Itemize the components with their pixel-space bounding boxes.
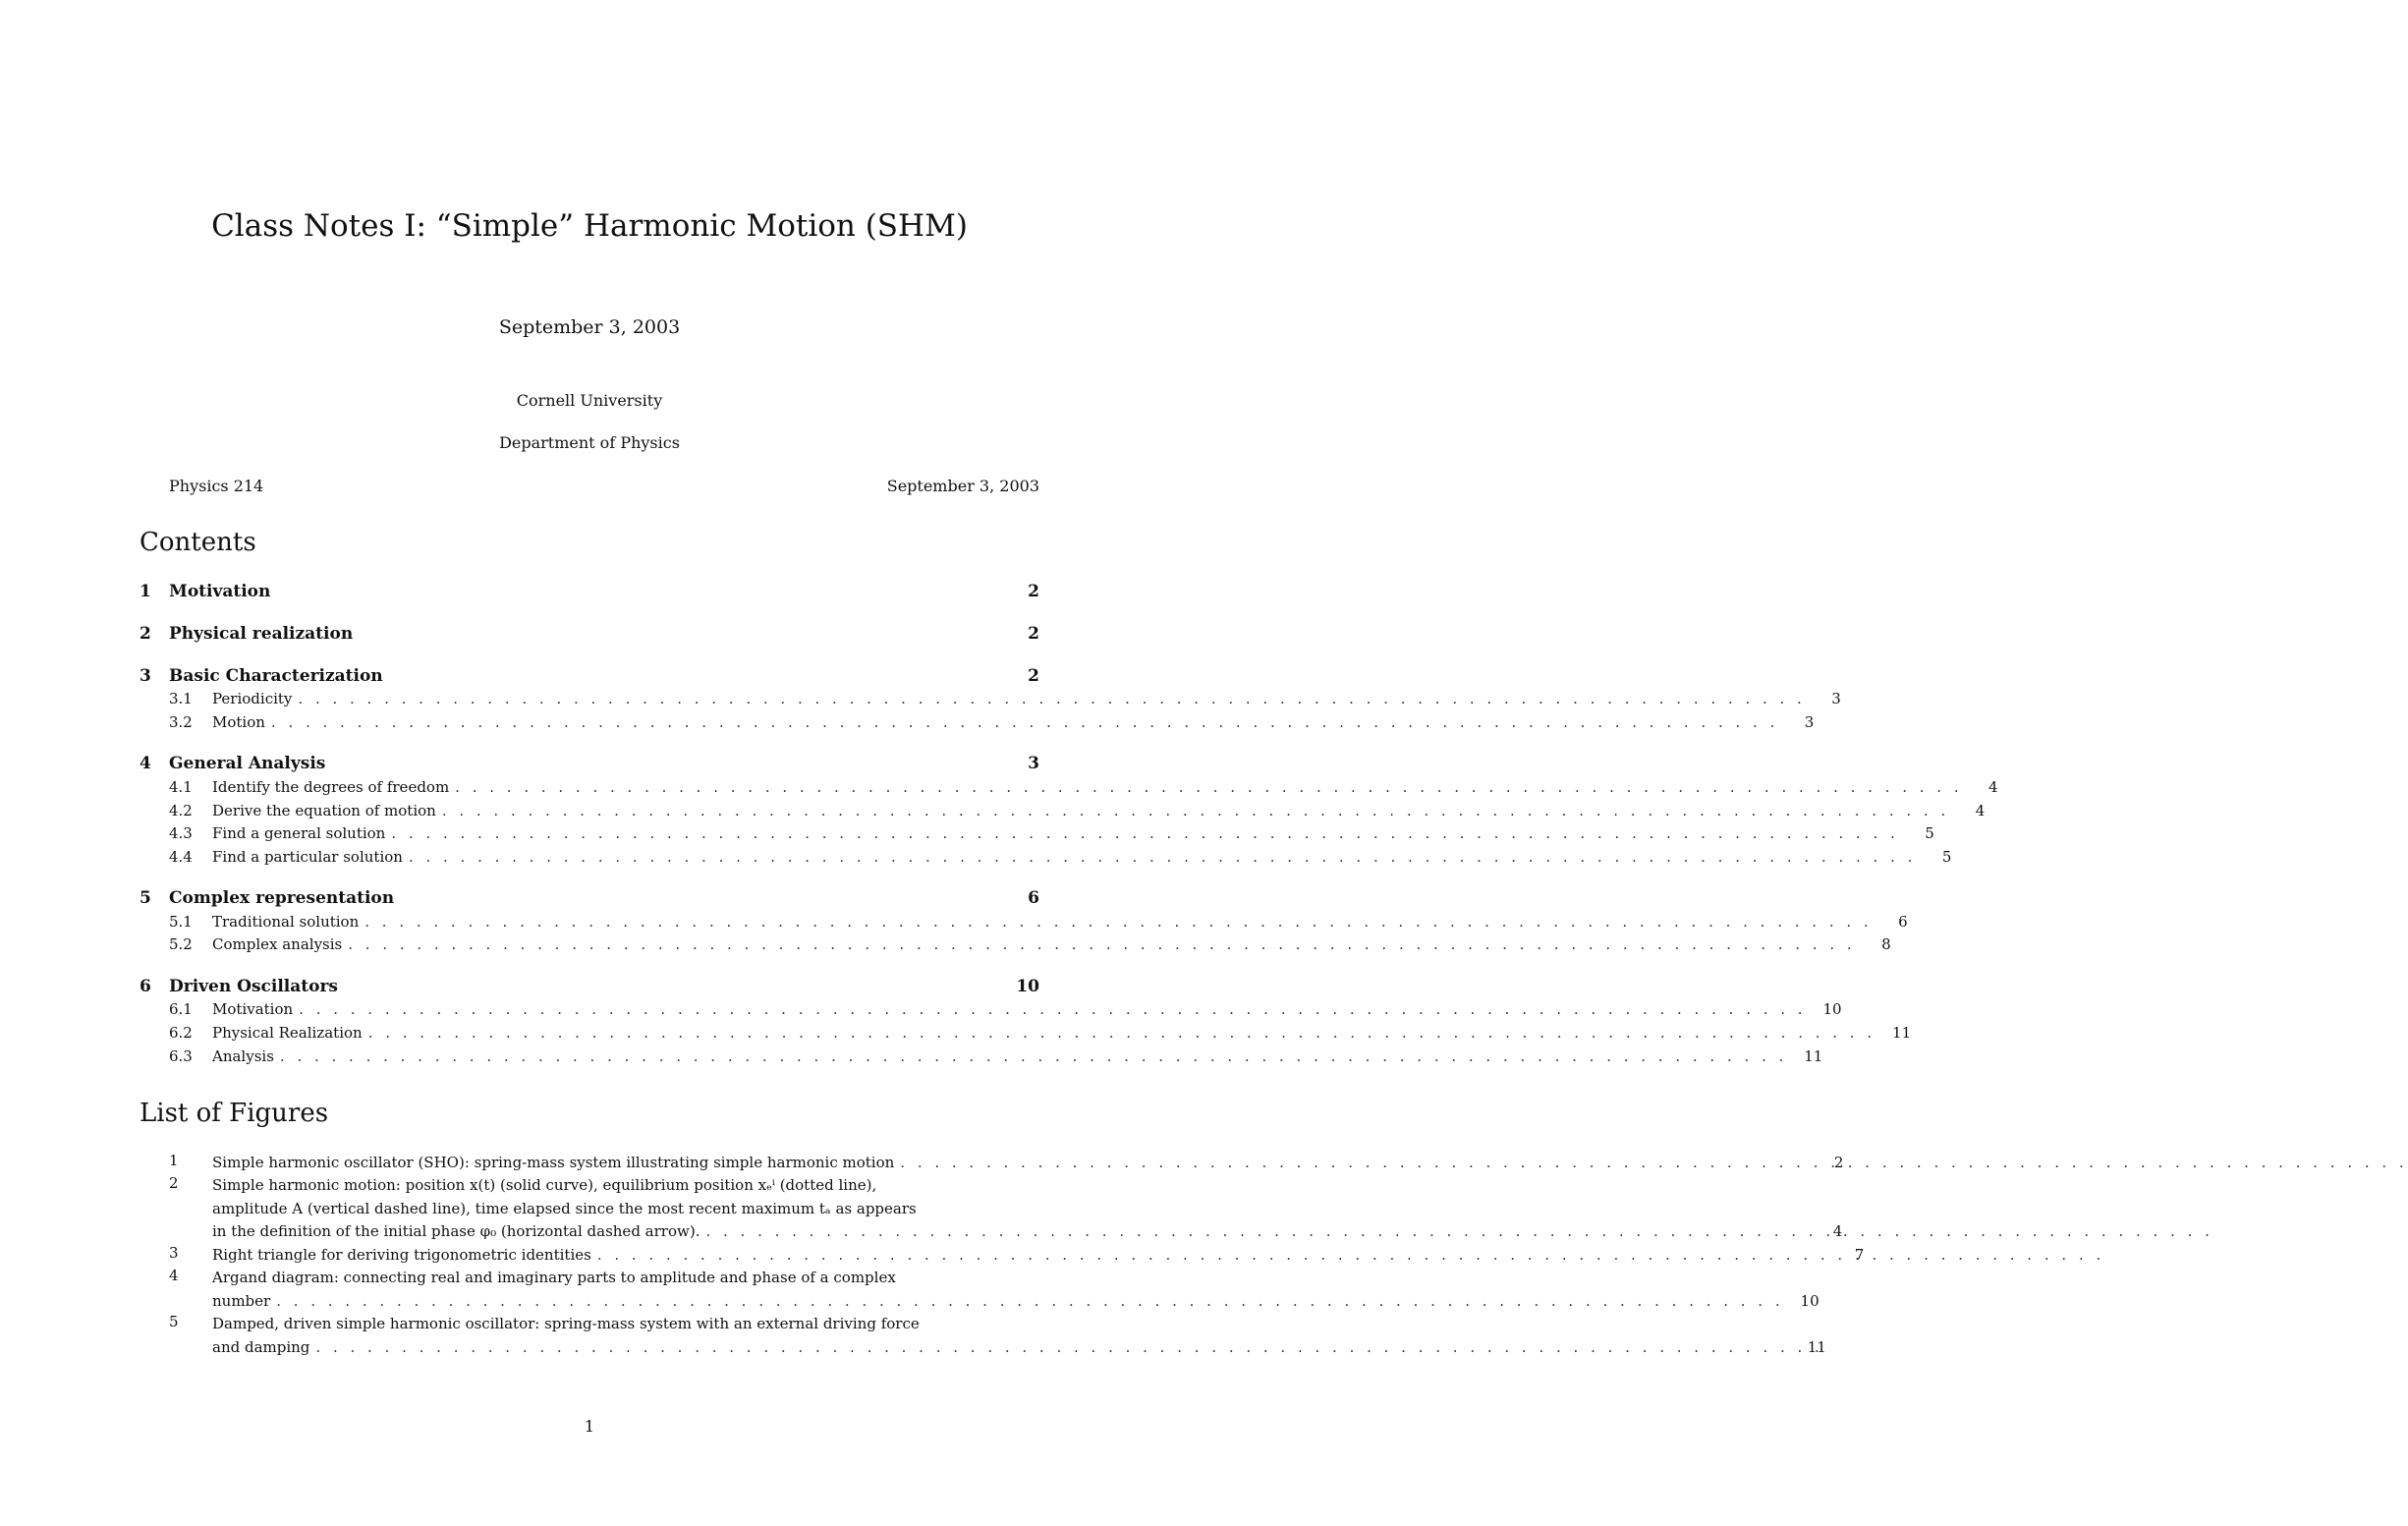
figure-entry[interactable] [169, 1174, 1843, 1244]
toc-section[interactable] [140, 977, 1039, 998]
toc-section[interactable] [140, 666, 1039, 688]
toc-subsection[interactable] [169, 802, 1986, 823]
toc-section[interactable] [140, 624, 1039, 646]
toc-section-title: General Analysis [169, 754, 326, 773]
figure-caption [212, 1152, 1808, 1175]
toc-subsection-title: Motion [212, 713, 265, 731]
toc-subsection[interactable] [169, 713, 1815, 735]
dot-leader [368, 1024, 1876, 1042]
figure-number: 5 [169, 1313, 179, 1330]
caption-line: amplitude A (vertical dashed line), time elapsed since the most recent maximum tₐ as appears [212, 1199, 917, 1217]
toc-section-number: 3 [140, 666, 151, 686]
toc-subsection-page: 3 [1804, 713, 1815, 731]
toc-section-title: Basic Characterization [169, 666, 383, 686]
figure-page: 11 [1807, 1337, 1826, 1356]
toc-subsection-number: 4.4 [169, 848, 193, 866]
toc-section-number: 2 [140, 624, 151, 644]
toc-subsection-number: 3.2 [169, 713, 193, 731]
toc-subsection-page: 5 [1941, 848, 1952, 866]
figure-entry[interactable] [169, 1244, 1865, 1268]
figure-number: 4 [169, 1267, 179, 1284]
figure-page: 2 [1833, 1154, 1844, 1171]
figure-number: 2 [169, 1174, 179, 1192]
caption-line: Right triangle for deriving trigonometric identities [212, 1246, 591, 1264]
toc-section[interactable] [140, 754, 1039, 775]
course-name: Physics 214 [169, 477, 264, 495]
toc-subsection[interactable] [169, 824, 1934, 846]
dot-leader [315, 1336, 1822, 1360]
toc-subsection-page: 3 [1831, 690, 1841, 707]
toc-section-page: 2 [1028, 666, 1039, 686]
dot-leader [705, 1220, 2212, 1244]
toc-subsection-number: 4.3 [169, 824, 193, 842]
course-date: September 3, 2003 [886, 477, 1039, 495]
toc-subsection-title: Derive the equation of motion [212, 802, 436, 820]
dot-leader [298, 690, 1805, 707]
toc-section-title: Complex representation [169, 888, 395, 908]
figure-caption [212, 1313, 1791, 1359]
toc-subsection-title: Identify the degrees of freedom [212, 778, 450, 796]
caption-line: number [212, 1291, 271, 1310]
toc-subsection-number: 4.2 [169, 802, 193, 820]
caption-line: Simple harmonic motion: position x(t) (solid curve), equilibrium position xₑⁱ (dotted line), [212, 1176, 877, 1194]
toc-subsection[interactable] [169, 848, 1952, 870]
dot-leader [455, 778, 1962, 796]
toc-subsection-page: 8 [1881, 935, 1891, 953]
toc-subsection-page: 11 [1892, 1024, 1912, 1042]
toc-subsection-number: 5.2 [169, 935, 193, 953]
caption-line: in the definition of the initial phase φ₀ (horizontal dashed arrow). [212, 1222, 700, 1240]
figure-number: 3 [169, 1244, 179, 1262]
toc-subsection[interactable] [169, 778, 1998, 800]
toc-subsection[interactable] [169, 1047, 1823, 1069]
page-number: 1 [584, 1417, 595, 1436]
figure-page: 7 [1854, 1246, 1865, 1264]
figure-entry[interactable] [169, 1152, 1844, 1175]
toc-subsection-title: Motivation [212, 1000, 294, 1018]
toc-subsection-number: 5.1 [169, 913, 193, 931]
dot-leader [271, 713, 1778, 731]
toc-subsection-page: 11 [1804, 1047, 1823, 1065]
dot-leader [391, 824, 1898, 842]
toc-section-number: 4 [140, 754, 151, 773]
toc-subsection-title: Find a general solution [212, 824, 386, 842]
figure-caption [212, 1174, 1807, 1244]
dot-leader [299, 1000, 1806, 1018]
toc-section-page: 2 [1028, 624, 1039, 644]
caption-line: Damped, driven simple harmonic oscillator: spring-mass system with an external driving force [212, 1315, 920, 1332]
document-date: September 3, 2003 [498, 316, 681, 338]
toc-section-page: 2 [1028, 582, 1039, 601]
dot-leader [280, 1047, 1787, 1065]
toc-section-number: 5 [140, 888, 151, 908]
document-title: Class Notes I: “Simple” Harmonic Motion (SHM) [211, 208, 968, 244]
toc-subsection-title: Periodicity [212, 690, 293, 707]
toc-subsection[interactable] [169, 935, 1891, 957]
toc-section-title: Physical realization [169, 624, 354, 644]
toc-subsection-number: 4.1 [169, 778, 193, 796]
toc-section-page: 6 [1028, 888, 1039, 908]
dot-leader [364, 913, 1872, 931]
caption-line: Simple harmonic oscillator (SHO): spring-mass system illustrating simple harmonic motion [212, 1154, 895, 1171]
dot-leader [442, 802, 1949, 820]
figure-number: 1 [169, 1152, 179, 1169]
institution: Cornell University [516, 391, 663, 410]
toc-subsection[interactable] [169, 913, 1908, 934]
dot-leader [597, 1244, 2104, 1268]
toc-subsection-page: 5 [1925, 824, 1934, 842]
toc-subsection-number: 3.1 [169, 690, 193, 707]
caption-line: Argand diagram: connecting real and imaginary parts to amplitude and phase of a complex [212, 1269, 896, 1286]
toc-subsection-number: 6.1 [169, 1000, 193, 1018]
toc-subsection-title: Physical Realization [212, 1024, 363, 1042]
toc-subsection-title: Find a particular solution [212, 848, 403, 866]
toc-section-number: 1 [140, 582, 151, 601]
figure-page: 4 [1832, 1222, 1843, 1240]
figure-caption [212, 1244, 1828, 1268]
dot-leader [348, 935, 1855, 953]
toc-subsection-page: 4 [1988, 778, 1998, 796]
toc-section[interactable] [140, 888, 1039, 910]
toc-section-number: 6 [140, 977, 151, 996]
toc-section-title: Driven Oscillators [169, 977, 338, 996]
dot-leader [276, 1290, 1783, 1314]
toc-section-page: 10 [1016, 977, 1039, 996]
toc-section-page: 3 [1028, 754, 1039, 773]
figure-entry[interactable] [169, 1313, 1826, 1359]
figure-caption [212, 1267, 1784, 1313]
department: Department of Physics [499, 433, 680, 452]
toc-subsection[interactable] [169, 1000, 1842, 1022]
figures-heading: List of Figures [140, 1099, 329, 1128]
toc-section[interactable] [140, 582, 1039, 603]
toc-subsection-page: 10 [1822, 1000, 1842, 1018]
contents-heading: Contents [140, 528, 256, 557]
toc-subsection-page: 4 [1975, 802, 1986, 820]
figure-page: 10 [1800, 1291, 1820, 1310]
toc-subsection-page: 6 [1898, 913, 1908, 931]
toc-subsection-title: Traditional solution [212, 913, 360, 931]
dot-leader [409, 848, 1916, 866]
toc-subsection[interactable] [169, 1024, 1912, 1046]
toc-subsection[interactable] [169, 690, 1841, 711]
toc-subsection-title: Complex analysis [212, 935, 343, 953]
dot-leader [900, 1152, 2407, 1175]
toc-subsection-title: Analysis [212, 1047, 274, 1065]
toc-subsection-number: 6.2 [169, 1024, 193, 1042]
figure-entry[interactable] [169, 1267, 1820, 1313]
toc-section-title: Motivation [169, 582, 271, 601]
caption-line: and damping [212, 1337, 310, 1356]
toc-subsection-number: 6.3 [169, 1047, 193, 1065]
